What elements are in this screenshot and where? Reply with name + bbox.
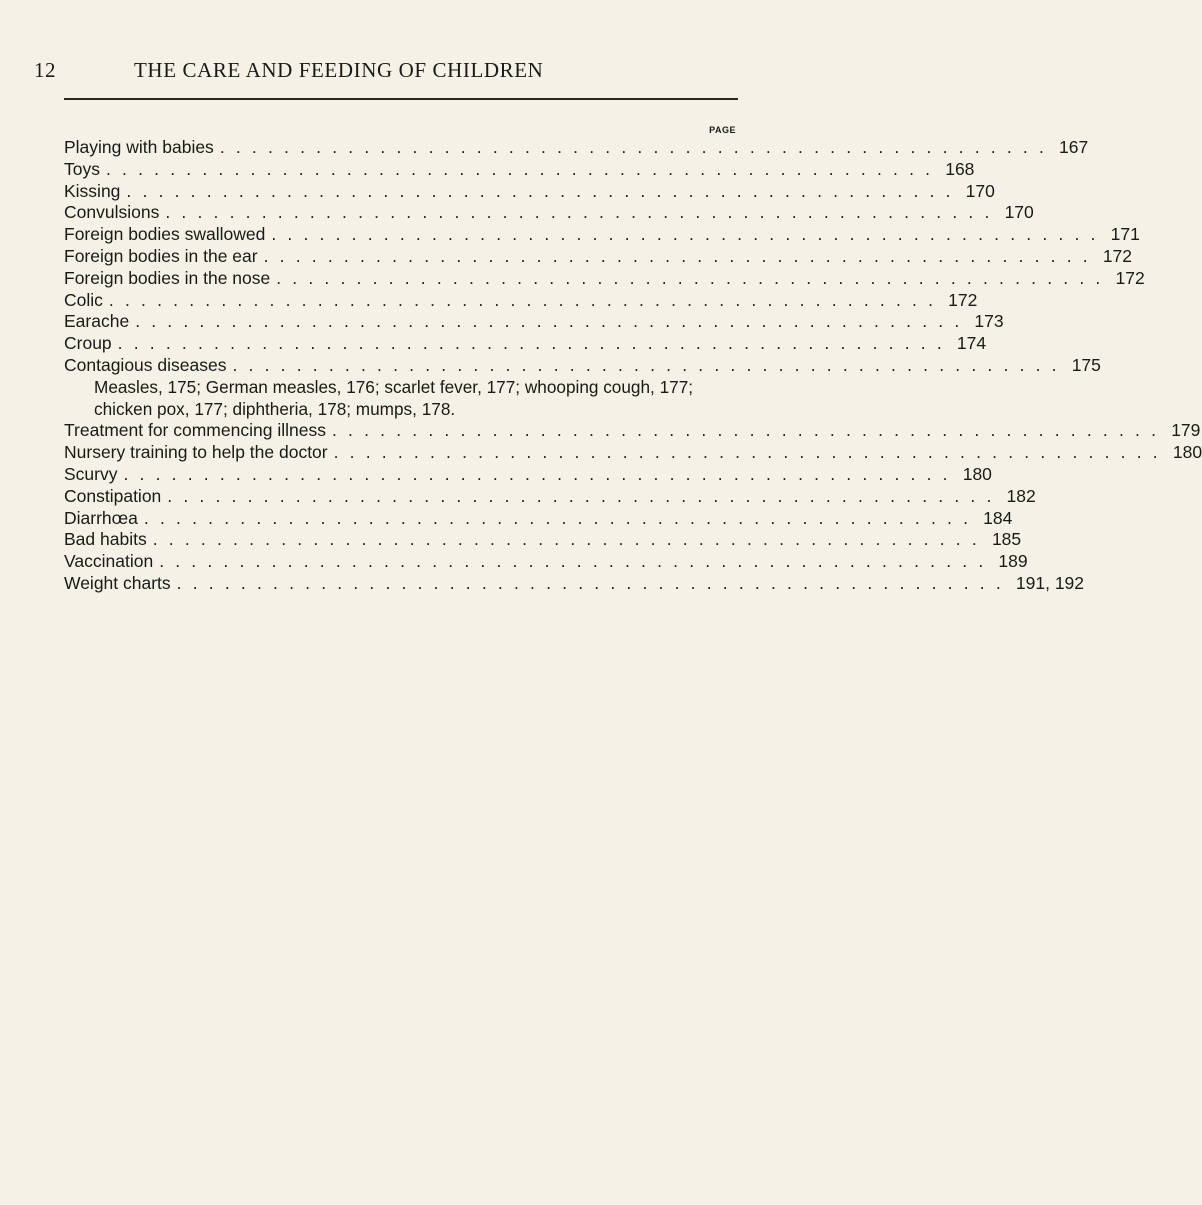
entry-page: 168 (945, 158, 975, 179)
running-head (34, 58, 734, 88)
contents-entry (64, 551, 1028, 573)
page-number: 12 (34, 58, 56, 82)
entry-label: Nursery training to help the doctor (64, 442, 328, 463)
entry-page: 167 (1059, 137, 1089, 157)
entry-page: 174 (956, 333, 987, 354)
entry-page: 180 (1172, 442, 1202, 463)
dot-leader: .................................................... (219, 137, 1056, 157)
contents-entry (64, 224, 1140, 246)
entry-label: Foreign bodies in the nose (64, 267, 271, 288)
dot-leader: .................................................... (152, 529, 988, 550)
contents-entry (64, 311, 1004, 333)
dot-leader: .................................................... (105, 158, 942, 179)
entry-label: Scurvy (64, 463, 118, 484)
dot-leader: .................................................... (117, 333, 953, 354)
entry-label: Vaccination (64, 551, 154, 572)
entry-page: 180 (962, 463, 992, 484)
dot-leader: .................................................... (135, 311, 971, 332)
dot-leader: .................................................... (165, 202, 1001, 223)
contents-entry (64, 507, 1013, 530)
contents-entry (64, 289, 978, 312)
entry-label: Convulsions (64, 202, 160, 223)
dot-leader: .................................................... (108, 289, 945, 310)
dot-leader: .................................................... (263, 245, 1099, 266)
contents-entry (64, 354, 1101, 377)
dot-leader: .................................................... (159, 551, 995, 572)
entry-label: Foreign bodies in the ear (64, 245, 258, 266)
dot-leader: .................................................... (143, 507, 980, 528)
header-rule (64, 98, 738, 100)
entry-label: Colic (64, 289, 103, 310)
dot-leader: .................................................... (276, 267, 1112, 288)
entry-page: 173 (974, 311, 1004, 332)
contents-entry (64, 137, 1089, 159)
entry-page: 171 (1110, 224, 1140, 245)
entry-page: 185 (991, 529, 1022, 550)
contents-entry (64, 245, 1133, 268)
entry-page: 182 (1006, 485, 1036, 506)
dot-leader: .................................................... (232, 354, 1068, 375)
entry-label: Contagious diseases (64, 354, 227, 375)
entry-page: 170 (1004, 202, 1034, 223)
dot-leader: .................................................... (331, 420, 1168, 441)
contents-list (64, 137, 1202, 595)
dot-leader: .................................................... (333, 442, 1169, 463)
contents-subentry: Measles, 175; German measles, 176; scarlet fever, 177; whooping cough, 177; chicken pox, 177; diphtheria, 178; mumps, 178. (94, 376, 694, 419)
running-head-title: THE CARE AND FEEDING OF CHILDREN (134, 58, 544, 82)
entry-label: Diarrhœa (64, 507, 138, 528)
entry-label: Treatment for commencing illness (64, 420, 326, 441)
contents-entry (64, 442, 1202, 464)
entry-page: 175 (1071, 354, 1101, 375)
entry-label: Toys (64, 158, 100, 179)
dot-leader: .................................................... (167, 485, 1003, 506)
entry-label: Bad habits (64, 529, 147, 550)
entry-page: 179 (1171, 420, 1201, 441)
entry-page: 184 (983, 507, 1013, 528)
entry-page: 172 (1115, 267, 1145, 288)
dot-leader: .................................................... (126, 180, 962, 201)
entry-page: 172 (948, 289, 978, 310)
page-column-label: PAGE (709, 125, 736, 135)
contents-entry (64, 180, 995, 203)
dot-leader: .................................................... (123, 463, 959, 484)
dot-leader: .................................................... (176, 572, 1012, 593)
entry-label: Croup (64, 333, 112, 354)
contents-entry (64, 333, 987, 355)
entry-page: 191, 192 (1015, 572, 1085, 593)
entry-label: Foreign bodies swallowed (64, 224, 266, 245)
contents-entry (64, 572, 1085, 595)
entry-page: 170 (965, 180, 995, 201)
contents-entry (64, 463, 992, 486)
contents-entry (64, 485, 1036, 508)
contents-entry (64, 202, 1034, 224)
contents-entry (64, 529, 1022, 551)
entry-label: Earache (64, 311, 130, 332)
entry-label: Kissing (64, 180, 121, 201)
contents-entry (64, 158, 975, 181)
entry-page: 189 (998, 551, 1028, 572)
dot-leader: .................................................... (271, 224, 1107, 245)
entry-page: 172 (1102, 245, 1133, 266)
entry-label: Constipation (64, 485, 162, 506)
entry-label: Playing with babies (64, 137, 214, 157)
entry-label: Weight charts (64, 572, 171, 593)
contents-entry (64, 420, 1201, 442)
contents-entry (64, 267, 1145, 290)
